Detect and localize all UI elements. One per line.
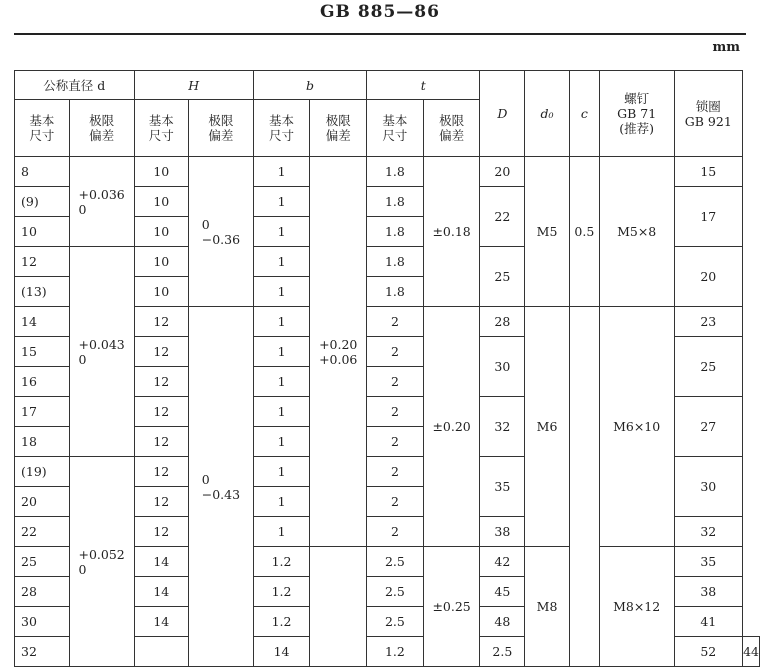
cell-b: 1	[253, 427, 310, 457]
cell-d: 15	[15, 337, 70, 367]
top-rule	[14, 33, 746, 35]
cell-d: (13)	[15, 277, 70, 307]
cell-screw: M8×12	[599, 547, 674, 667]
cell-lockring: 32	[674, 517, 743, 547]
cell-lockring: 15	[674, 157, 743, 187]
cell-t: 1.8	[367, 157, 424, 187]
cell-d0: M8	[525, 547, 570, 667]
spec-table	[14, 70, 760, 667]
cell-b: 1	[253, 247, 310, 277]
cell-t: 2	[367, 487, 424, 517]
header-d-basic: 基本 尺寸	[15, 100, 70, 157]
cell-b: 1.2	[253, 547, 310, 577]
cell-d: 25	[15, 547, 70, 577]
cell-H: 10	[134, 247, 189, 277]
cell-H: 10	[134, 277, 189, 307]
cell-b: 1	[253, 157, 310, 187]
cell-d: 10	[15, 217, 70, 247]
cell-lockring: 44	[743, 637, 760, 667]
cell-b: 1	[253, 217, 310, 247]
header-t-basic: 基本 尺寸	[367, 100, 424, 157]
cell-t: 2.5	[367, 547, 424, 577]
cell-D: 32	[480, 397, 525, 457]
cell-b: 1	[253, 307, 310, 337]
cell-b: 1	[253, 457, 310, 487]
cell-H: 14	[253, 637, 310, 667]
cell-H: 12	[134, 457, 189, 487]
cell-lockring: 30	[674, 457, 743, 517]
cell-t: 2	[367, 307, 424, 337]
cell-lockring: 38	[674, 577, 743, 607]
cell-lockring: 20	[674, 247, 743, 307]
cell-b-tol	[310, 547, 367, 667]
cell-H: 12	[134, 517, 189, 547]
cell-lockring: 41	[674, 607, 743, 637]
header-row-1	[15, 71, 760, 100]
cell-t-tol: ±0.18	[423, 157, 480, 307]
cell-d: 12	[15, 247, 70, 277]
header-d0: d₀	[525, 71, 570, 157]
cell-H: 14	[134, 577, 189, 607]
cell-H: 12	[134, 427, 189, 457]
cell-d: 17	[15, 397, 70, 427]
cell-D: 28	[480, 307, 525, 337]
cell-c: 0.5	[569, 157, 599, 307]
cell-screw: M5×8	[599, 157, 674, 307]
cell-t: 1.8	[367, 247, 424, 277]
cell-t: 2.5	[480, 637, 525, 667]
cell-d: (19)	[15, 457, 70, 487]
cell-d: 16	[15, 367, 70, 397]
cell-screw: M6×10	[599, 307, 674, 547]
cell-H: 12	[134, 487, 189, 517]
cell-b: 1	[253, 397, 310, 427]
cell-d: 30	[15, 607, 70, 637]
cell-d-tol: +0.036 0	[69, 157, 134, 247]
cell-t: 2	[367, 397, 424, 427]
cell-b-tol: +0.20 +0.06	[310, 157, 367, 547]
cell-lockring: 17	[674, 187, 743, 247]
cell-H: 14	[134, 607, 189, 637]
cell-b: 1	[253, 277, 310, 307]
cell-t-tol: ±0.25	[423, 547, 480, 667]
cell-b: 1.2	[367, 637, 424, 667]
cell-H: 12	[134, 397, 189, 427]
standard-title: GB 885—86	[320, 2, 440, 22]
cell-H: 10	[134, 217, 189, 247]
cell-D: 35	[480, 457, 525, 517]
cell-d: (9)	[15, 187, 70, 217]
cell-lockring: 27	[674, 397, 743, 457]
header-d-limit: 极限 偏差	[69, 100, 134, 157]
cell-d: 28	[15, 577, 70, 607]
cell-t: 2	[367, 517, 424, 547]
header-b-limit: 极限 偏差	[310, 100, 367, 157]
cell-b: 1.2	[253, 577, 310, 607]
cell-d-tol: +0.043 0	[69, 247, 134, 457]
cell-lockring: 35	[674, 547, 743, 577]
cell-d0: M5	[525, 157, 570, 307]
header-H-basic: 基本 尺寸	[134, 100, 189, 157]
cell-t: 1.8	[367, 217, 424, 247]
cell-D: 25	[480, 247, 525, 307]
cell-lockring: 25	[674, 337, 743, 397]
cell-H-tol: 0 −0.36	[189, 157, 254, 307]
header-screw: 螺钉 GB 71 (推荐)	[599, 71, 674, 157]
cell-t: 2.5	[367, 607, 424, 637]
cell-H: 12	[134, 367, 189, 397]
table-row	[15, 157, 760, 187]
header-H-limit: 极限 偏差	[189, 100, 254, 157]
cell-D: 45	[480, 577, 525, 607]
cell-D: 48	[480, 607, 525, 637]
cell-H: 14	[134, 547, 189, 577]
cell-d-tol: +0.052 0	[69, 457, 134, 667]
cell-d0: M6	[525, 307, 570, 547]
cell-d: 18	[15, 427, 70, 457]
cell-t: 2	[367, 367, 424, 397]
cell-H: 12	[134, 337, 189, 367]
cell-b: 1	[253, 487, 310, 517]
cell-D: 30	[480, 337, 525, 397]
cell-d: 20	[15, 487, 70, 517]
cell-D: 52	[674, 637, 743, 667]
cell-H: 10	[134, 157, 189, 187]
cell-H: 10	[134, 187, 189, 217]
unit-label: mm	[712, 40, 740, 55]
cell-H-tol: 0 −0.43	[189, 307, 254, 667]
header-t-group: t	[367, 71, 480, 100]
header-D: D	[480, 71, 525, 157]
cell-d: 14	[15, 307, 70, 337]
header-H-group: H	[134, 71, 253, 100]
cell-t: 2	[367, 337, 424, 367]
header-lockring: 锁圈 GB 921	[674, 71, 743, 157]
cell-b: 1	[253, 517, 310, 547]
cell-D: 38	[480, 517, 525, 547]
cell-b: 1	[253, 367, 310, 397]
cell-t: 2	[367, 427, 424, 457]
header-c: c	[569, 71, 599, 157]
cell-D: 42	[480, 547, 525, 577]
cell-lockring: 23	[674, 307, 743, 337]
cell-d: 8	[15, 157, 70, 187]
header-t-limit: 极限 偏差	[423, 100, 480, 157]
cell-D: 20	[480, 157, 525, 187]
cell-H: 12	[134, 307, 189, 337]
cell-b: 1.2	[253, 607, 310, 637]
cell-t: 1.8	[367, 277, 424, 307]
cell-D: 22	[480, 187, 525, 247]
cell-c	[569, 307, 599, 667]
cell-b: 1	[253, 337, 310, 367]
cell-t: 2.5	[367, 577, 424, 607]
cell-t: 2	[367, 457, 424, 487]
header-b-basic: 基本 尺寸	[253, 100, 310, 157]
cell-t-tol: ±0.20	[423, 307, 480, 547]
cell-d: 22	[15, 517, 70, 547]
cell-b: 1	[253, 187, 310, 217]
cell-d: 32	[15, 637, 70, 667]
header-b-group: b	[253, 71, 366, 100]
cell-t: 1.8	[367, 187, 424, 217]
header-d-group: 公称直径 d	[15, 71, 135, 100]
